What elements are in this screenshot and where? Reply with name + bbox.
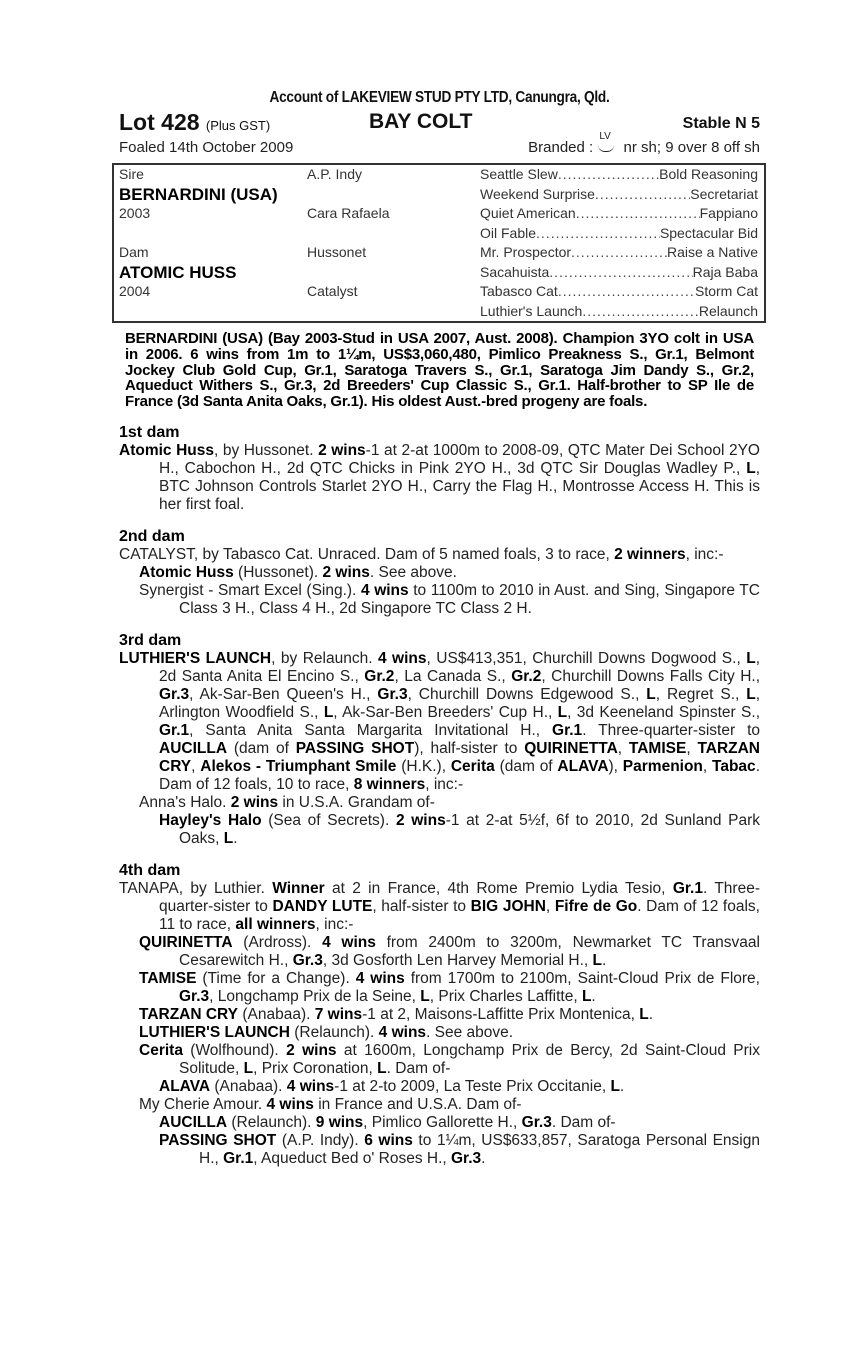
lot-row	[119, 108, 760, 136]
dam-heading: 2nd dam	[119, 527, 185, 545]
female-family	[119, 424, 760, 1168]
family-entry: Anna's Halo. 2 wins in U.S.A. Grandam of-	[139, 793, 435, 811]
sire-label: Sire	[119, 166, 144, 182]
family-entry: TANAPA, by Luthier. Winner at 2 in France, 4th Rome Premio Lydia Tesio, Gr.1. Three-quarter-sister to DANDY LUTE, half-sister to BIG JOHN, Fifre de Go. Dam of 12 foals, 11 to race, all winners, inc:-	[119, 879, 760, 933]
dam-section	[119, 632, 760, 848]
brand-mark-icon: LV	[597, 136, 619, 154]
gen2-dam-dam: Catalyst	[307, 283, 358, 299]
pedigree-gen2	[307, 165, 390, 302]
sire-year: 2003	[119, 205, 151, 221]
gen3-row: Quiet American ..... Fappiano	[480, 204, 758, 224]
sire-summary: BERNARDINI (USA) (Bay 2003-Stud in USA 2007, Aust. 2008). Champion 3YO colt in USA in 2006. 6 wins from 1m to 1¼m, US$3,060,480, Pimlico Preakness S., Gr.1, Belmont Jockey Club Gold Cup, Gr.1, Saratoga Travers S., Gr.1, Saratoga Jim Dandy S., Gr.2, Aqueduct Withers S., Gr.3, 2d Breeders' Cup Classic S., Gr.1. Half-brother to SP Ile de France (3d Santa Anita Oaks, Gr.1). His oldest Aust.-bred progeny are foals.	[125, 330, 754, 411]
family-entry: Atomic Huss (Hussonet). 2 wins. See above.	[139, 563, 457, 581]
sex-colour: BAY COLT	[369, 110, 473, 133]
gen3-row: Seattle Slew ..... Bold Reasoning	[480, 165, 758, 185]
branded-label: Branded :	[528, 139, 594, 156]
branded-detail: nr sh; 9 over 8 off sh	[623, 139, 760, 156]
family-entry: Synergist - Smart Excel (Sing.). 4 wins to 1100m to 2010 in Aust. and Sing, Singapore TC Class 3 H., Class 4 H., 2d Singapore TC Class 2 H.	[139, 581, 760, 617]
family-entry: TARZAN CRY (Anabaa). 7 wins-1 at 2, Maisons-Laffitte Prix Montenica, L.	[139, 1005, 654, 1023]
dam-year: 2004	[119, 283, 151, 299]
gen3-row: Oil Fable ..... Spectacular Bid	[480, 224, 758, 244]
dam-section	[119, 862, 760, 1168]
dam-label: Dam	[119, 244, 149, 260]
foal-row	[119, 131, 760, 160]
catalogue-page	[119, 88, 760, 1168]
family-entry: CATALYST, by Tabasco Cat. Unraced. Dam of 5 named foals, 3 to race, 2 winners, inc:-	[119, 545, 724, 563]
dam-name: ATOMIC HUSS	[119, 262, 237, 282]
family-entry: QUIRINETTA (Ardross). 4 wins from 2400m to 3200m, Newmarket TC Transvaal Cesarewitch H., Gr.3, 3d Gosforth Len Harvey Memorial H., L.	[139, 933, 760, 969]
gen2-sire-sire: A.P. Indy	[307, 166, 363, 182]
dam-section	[119, 528, 760, 618]
family-entry: Hayley's Halo (Sea of Secrets). 2 wins-1 at 2-at 5½f, 6f to 2010, 2d Sunland Park Oaks, L.	[159, 811, 760, 847]
gen2-dam-sire: Hussonet	[307, 244, 367, 260]
gen3-row: Tabasco Cat ..... Storm Cat	[480, 282, 758, 302]
gen3-row: Sacahuista ..... Raja Baba	[480, 263, 758, 283]
pedigree-gen1	[119, 165, 278, 302]
gen3-row: Mr. Prospector ..... Raise a Native	[480, 243, 758, 263]
stable-location: Stable N 5	[682, 115, 760, 132]
pedigree-table	[112, 163, 766, 323]
brand-info	[528, 131, 760, 160]
family-entry: My Cherie Amour. 4 wins in France and U.S.A. Dam of-	[139, 1095, 522, 1113]
gst-note: (Plus GST)	[205, 118, 271, 133]
pedigree-gen3	[480, 165, 758, 321]
gen3-row: Weekend Surprise ..... Secretariat	[480, 185, 758, 205]
gen2-sire-dam: Cara Rafaela	[307, 205, 390, 221]
family-entry: ALAVA (Anabaa). 4 wins-1 at 2-to 2009, La Teste Prix Occitanie, L.	[159, 1077, 625, 1095]
family-entry: Atomic Huss, by Hussonet. 2 wins-1 at 2-at 1000m to 2008-09, QTC Mater Dei School 2YO H., Cabochon H., 2d QTC Chicks in Pink 2YO H., 3d QTC Sir Douglas Wadley P., L, BTC Johnson Controls Starlet 2YO H., Carry the Flag H., Montrosse Access H. This is her first foal.	[119, 441, 760, 513]
vendor-account: Account of LAKEVIEW STUD PTY LTD, Canungra, Qld.	[269, 89, 610, 106]
dam-heading: 1st dam	[119, 423, 180, 441]
family-entry: LUTHIER'S LAUNCH (Relaunch). 4 wins. See above.	[139, 1023, 514, 1041]
sire-name: BERNARDINI (USA)	[119, 184, 278, 204]
family-entry: PASSING SHOT (A.P. Indy). 6 wins to 1¼m, US$633,857, Saratoga Personal Ensign H., Gr.1, Aqueduct Bed o' Roses H., Gr.3.	[159, 1131, 760, 1167]
gen3-row: Luthier's Launch ..... Relaunch	[480, 302, 758, 322]
family-entry: LUTHIER'S LAUNCH, by Relaunch. 4 wins, US$413,351, Churchill Downs Dogwood S., L, 2d Santa Anita El Encino S., Gr.2, La Canada S., Gr.2, Churchill Downs Falls City H., Gr.3, Ak-Sar-Ben Queen's H., Gr.3, Churchill Downs Edgewood S., L, Regret S., L, Arlington Woodfield S., L, Ak-Sar-Ben Breeders' Cup H., L, 3d Keeneland Spinster S., Gr.1, Santa Anita Santa Margarita Invitational H., Gr.1. Three-quarter-sister to AUCILLA (dam of PASSING SHOT), half-sister to QUIRINETTA, TAMISE, TARZAN CRY, Alekos - Triumphant Smile (H.K.), Cerita (dam of ALAVA), Parmenion, Tabac. Dam of 12 foals, 10 to race, 8 winners, inc:-	[119, 649, 761, 793]
foaled-date: Foaled 14th October 2009	[119, 139, 294, 156]
dam-section	[119, 424, 760, 514]
dam-heading: 3rd dam	[119, 631, 182, 649]
family-entry: AUCILLA (Relaunch). 9 wins, Pimlico Gallorette H., Gr.3. Dam of-	[159, 1113, 616, 1131]
family-entry: Cerita (Wolfhound). 2 wins at 1600m, Longchamp Prix de Bercy, 2d Saint-Cloud Prix Solitude, L, Prix Coronation, L. Dam of-	[139, 1041, 760, 1077]
family-entry: TAMISE (Time for a Change). 4 wins from 1700m to 2100m, Saint-Cloud Prix de Flore, Gr.3, Longchamp Prix de la Seine, L, Prix Charles Laffitte, L.	[139, 969, 760, 1005]
lot-label: Lot 428	[119, 109, 200, 135]
dam-heading: 4th dam	[119, 861, 181, 879]
